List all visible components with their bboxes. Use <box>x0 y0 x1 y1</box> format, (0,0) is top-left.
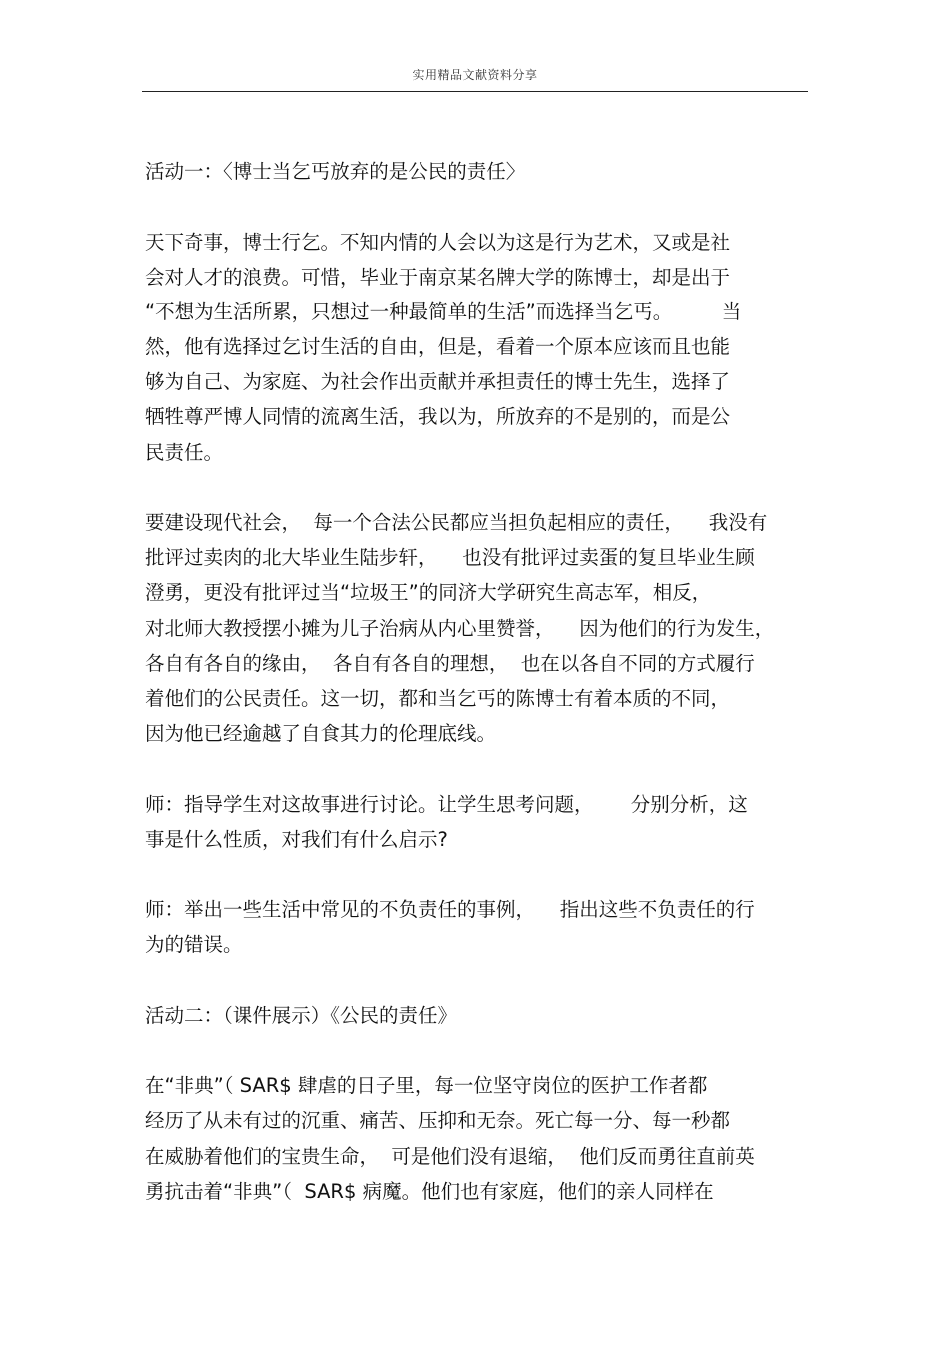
activity-one-heading: 活动一：〈博士当乞丐放弃的是公民的责任〉 <box>145 160 526 183</box>
paragraph-line: 会对人才的浪费。可惜，毕业于南京某名牌大学的陈博士，却是出于 <box>145 266 731 289</box>
paragraph-line: 师：指导学生对这故事进行讨论。让学生思考问题， 分别分析，这 <box>145 793 748 816</box>
paragraph-line: 澄勇，更没有批评过当“垃圾王”的同济大学研究生高志军，相反， <box>145 581 712 604</box>
paragraph-line: 然，他有选择过乞讨生活的自由，但是，看着一个原本应该而且也能 <box>145 335 731 358</box>
page-header-title: 实用精品文献资料分享 <box>412 68 538 82</box>
paragraph-line: 批评过卖肉的北大毕业生陆步轩， 也没有批评过卖蛋的复旦毕业生顾 <box>145 546 755 569</box>
paragraph-line: 各自有各自的缘由， 各自有各自的理想， 也在以各自不同的方式履行 <box>145 652 755 675</box>
paragraph-line: 经历了从未有过的沉重、痛苦、压抑和无奈。死亡每一分、每一秒都 <box>145 1109 731 1132</box>
paragraph-line: 因为他已经逾越了自食其力的伦理底线。 <box>145 722 497 745</box>
paragraph-line: 在“非典”（ SAR$ 肆虐的日子里，每一位坚守岗位的医护工作者都 <box>145 1074 708 1097</box>
paragraph-line: 对北师大教授摆小摊为儿子治病从内心里赞誉， 因为他们的行为发生， <box>145 617 775 640</box>
paragraph-line: “不想为生活所累，只想过一种最简单的生活”而选择当乞丐。 当 <box>145 300 742 323</box>
paragraph-line: 事是什么性质，对我们有什么启示? <box>145 828 448 851</box>
paragraph-line: 民责任。 <box>145 441 224 464</box>
paragraph-line: 师：举出一些生活中常见的不负责任的事例， 指出这些不负责任的行 <box>145 898 755 921</box>
paragraph-line: 着他们的公民责任。这一切，都和当乞丐的陈博士有着本质的不同， <box>145 687 731 710</box>
paragraph-line: 要建设现代社会， 每一个合法公民都应当担负起相应的责任， 我没有 <box>145 511 768 534</box>
activity-two-heading: 活动二：（课件展示）《公民的责任》 <box>145 1004 458 1027</box>
paragraph-line: 勇抗击着“非典”（ SAR$ 病魔。他们也有家庭，他们的亲人同样在 <box>145 1180 714 1203</box>
header-divider <box>142 91 808 92</box>
paragraph-line: 天下奇事，博士行乞。不知内情的人会以为这是行为艺术，又或是社 <box>145 231 731 254</box>
paragraph-line: 牺牲尊严博人同情的流离生活，我以为，所放弃的不是别的，而是公 <box>145 405 731 428</box>
paragraph-line: 在威胁着他们的宝贵生命， 可是他们没有退缩， 他们反而勇往直前英 <box>145 1145 755 1168</box>
paragraph-line: 为的错误。 <box>145 933 243 956</box>
paragraph-line: 够为自己、为家庭、为社会作出贡献并承担责任的博士先生，选择了 <box>145 370 731 393</box>
